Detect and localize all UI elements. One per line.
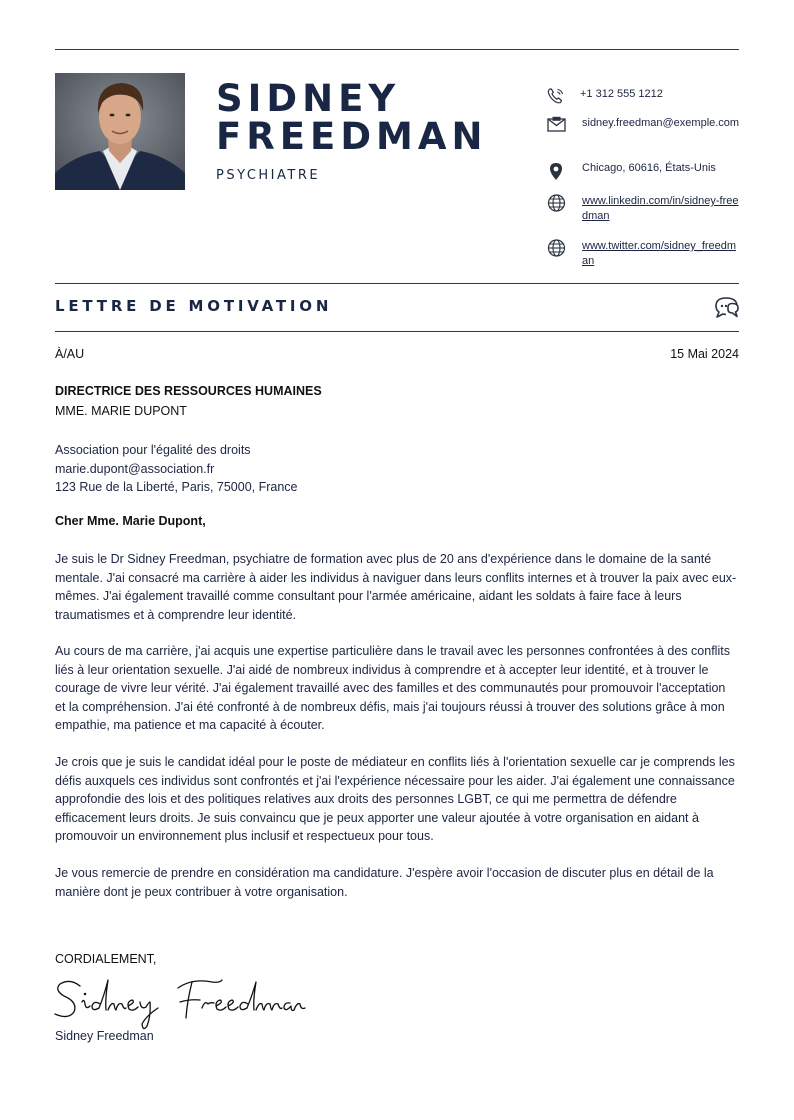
chat-bubbles-icon (713, 296, 741, 322)
name-block (216, 77, 488, 183)
address-text: Chicago, 60616, États-Unis (582, 162, 716, 174)
profile-photo (55, 73, 185, 190)
first-name: SIDNEY (216, 77, 401, 120)
map-pin-icon (546, 161, 566, 181)
section-divider-bottom (55, 331, 739, 332)
linkedin-link[interactable]: www.linkedin.com/in/sidney-freedman (582, 195, 739, 222)
closing: CORDIALEMENT, (55, 952, 157, 966)
signer-name: Sidney Freedman (55, 1029, 154, 1043)
phone-number: +1 312 555 1212 (580, 88, 663, 100)
letter-date: 15 Mai 2024 (670, 347, 739, 361)
section-title: LETTRE DE MOTIVATION (55, 297, 333, 315)
organization-email: marie.dupont@association.fr (55, 461, 215, 476)
top-divider (55, 49, 739, 50)
paragraph: Je vous remercie de prendre en considération ma candidature. J'espère avoir l'occasion de discuter plus en détail de la manière dont je peux contribuer à votre organisation. (55, 866, 714, 899)
last-name: FREEDMAN (216, 115, 488, 158)
paragraph: Je crois que je suis le candidat idéal pour le poste de médiateur en conflits liés à l'orientation sexuelle car je comprends les défis auxquels ces individus sont confrontés et j'ai l'expérience nécessaire pour les aider. J'ai également une connaissance approfondie des lois et des politiques relatives aux droits des personnes LGBT, ce qui me permettra de défendre efficacement leurs droits. Je suis convaincu que je peux apporter une valeur ajoutée à votre organisation en aidant à promouvoir un environnement plus inclusif et respectueux pour tous. (55, 755, 735, 843)
section-divider-top (55, 283, 739, 284)
job-title: PSYCHIATRE (216, 168, 321, 183)
email-address[interactable]: sidney.freedman@exemple.com (582, 117, 740, 129)
organization-name: Association pour l'égalité des droits (55, 443, 251, 457)
organization-address: 123 Rue de la Liberté, Paris, 75000, France (55, 480, 298, 494)
phone-icon (546, 87, 566, 105)
handwritten-signature (52, 972, 307, 1032)
recipient-name: MME. MARIE DUPONT (55, 404, 187, 418)
envelope-icon (546, 116, 566, 134)
recipient-organization-block (55, 441, 739, 497)
recipient-title: DIRECTRICE DES RESSOURCES HUMAINES (55, 384, 322, 398)
paragraph: Je suis le Dr Sidney Freedman, psychiatre de formation avec plus de 20 ans d'expérience dans le domaine de la santé mentale. J'ai consacré ma carrière à aider les individus à naviguer dans leurs conflits internes et à trouver la paix avec eux-mêmes. J'ai également travaillé comme consultant pour l'armée américaine, aidant les soldats à faire face à leurs traumatismes et à comprendre leur identité. (55, 552, 737, 622)
paragraph: Au cours de ma carrière, j'ai acquis une expertise particulière dans le travail avec les personnes confrontées à des conflits liés à leur orientation sexuelle. J'ai aidé de nombreux individus à comprendre et à accepter leur identité, et à trouver le courage de vivre leur vérité. J'ai également travaillé avec des familles et des communautés pour promouvoir l'acceptation et la compréhension. J'ai été confronté à de nombreux défis, mais j'ai toujours réussi à trouver des solutions grâce à mon empathie, ma patience et ma capacité à écouter. (55, 644, 730, 732)
globe-icon (546, 194, 566, 212)
twitter-link[interactable]: www.twitter.com/sidney_freedman (582, 240, 737, 267)
greeting: Cher Mme. Marie Dupont, (55, 514, 206, 528)
recipient-prefix: À/AU (55, 347, 85, 361)
globe-icon (546, 239, 566, 257)
